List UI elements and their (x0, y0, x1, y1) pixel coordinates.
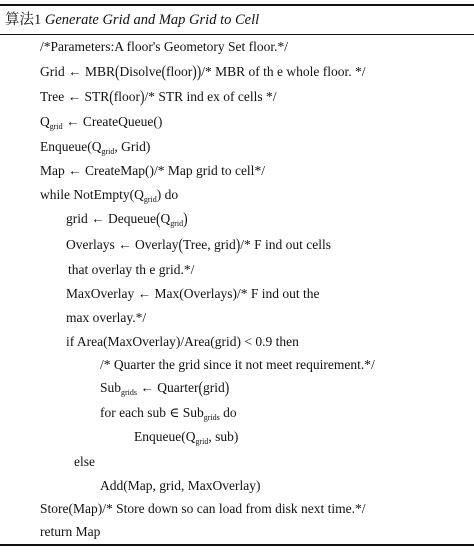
code-line-19: Add(Map, grid, MaxOverlay) (100, 478, 261, 493)
code-line-11: MaxOverlay ← Max(Overlays)/* F ind out the (66, 286, 320, 301)
code-line-17: $Enqueue(Q_{grid}$, sub) (134, 429, 239, 446)
code-line-9: Overlays ← Overlay(Tree, grid)/* F ind out cells (66, 235, 331, 254)
code-line-12: max overlay.*/ (66, 310, 147, 325)
algorithm-label: 算法1 (5, 12, 42, 28)
code-line-14: /* Quarter the grid since it not meet requirement.*/ (100, 357, 375, 372)
code-line-5: $Enqueue(Q_{grid}$, Grid) (40, 139, 151, 156)
code-line-7: while $NotEmpty(Q_{grid})$ do (40, 187, 179, 204)
code-line-21: return Map (40, 524, 101, 539)
header-rule (0, 34, 474, 35)
code-line-8: grid ← $Dequeue(Q_{grid})$ (66, 209, 188, 228)
code-line-13: if Area(MaxOverlay)/Area(grid) < 0.9 then (66, 334, 299, 349)
code-line-20: Store(Map)/* Store down so can load from disk next time.*/ (40, 501, 366, 516)
code-line-2: Grid ← MBR(Disolve(floor))/* MBR of th e whole floor. */ (40, 62, 366, 81)
code-line-16: for each sub ∈ Sub$_{grids}$ do (100, 405, 237, 422)
code-line-10: that overlay th e grid.*/ (68, 262, 195, 277)
code-line-3: Tree ← STR(floor)/* STR ind ex of cells */ (40, 87, 277, 106)
code-line-1: /*Parameters:A floor's Geometory Set floor.*/ (40, 39, 289, 54)
algorithm-name: Generate Grid and Map Grid to Cell (44, 12, 260, 28)
top-rule (0, 4, 474, 6)
code-line-18: else (74, 454, 95, 469)
code-line-15: Sub$_{grids}$ ← Quarter(grid) (100, 378, 230, 397)
code-line-4: $Q_{grid}$ ← CreateQueue() (40, 114, 163, 131)
bottom-rule (0, 544, 474, 546)
code-line-6: Map ← CreateMap()/* Map grid to cell*/ (40, 163, 265, 178)
algorithm-title (5, 8, 259, 29)
